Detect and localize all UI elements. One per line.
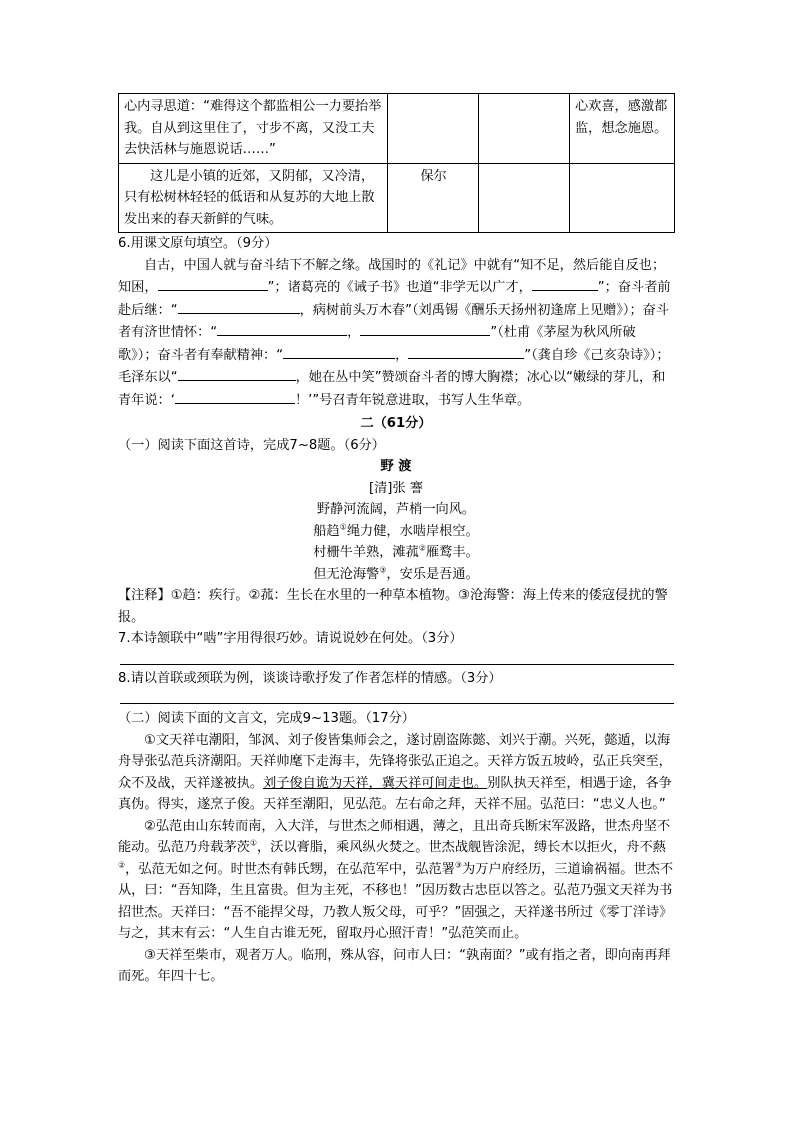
fill-blank[interactable]: [217, 321, 347, 336]
poem-line: 船趋①绳力健，水啮岸根空。: [313, 522, 479, 539]
poem-notes: 【注释】①趋：疾行。②菰：生长在水里的一种草本植物。③沧海警：海上传来的倭寇侵扰的警报。: [118, 588, 668, 625]
fill-blank[interactable]: [360, 321, 490, 336]
underlined-sentence: 刘子俊自诡为天祥，冀天祥可间走也。: [263, 775, 488, 791]
footnote-marker: ②: [118, 860, 126, 870]
section-heading: 二（61分）: [360, 416, 432, 431]
poem-line: 村栅牛羊熟，滩菰②雁鹜丰。: [313, 543, 479, 560]
question-6-title: 6.用课文原句填空。（9分）: [118, 236, 278, 251]
table-cell: [479, 94, 570, 164]
table-cell: 保尔: [388, 163, 479, 233]
fill-blank[interactable]: [408, 344, 524, 359]
fill-blank[interactable]: [175, 389, 295, 404]
table-cell: [570, 163, 675, 233]
table-row: [119, 163, 675, 233]
fill-blank[interactable]: [178, 299, 300, 314]
classical-intro: （二）阅读下面的文言文，完成9~13题。（17分）: [118, 711, 415, 726]
classical-paragraph-2: ②弘范由山东转而南，入大洋，与世杰之师相遇，薄之，且出奇兵断宋军汲路，世杰舟坚不能动。弘范乃舟载茅茨①，沃以膏脂，乘风纵火焚之。世杰战舰皆涂泥，缚长木以拒火，舟不爇②，弘范无如之何。时世杰有韩氏甥，在弘范军中，弘范署③为万户府经历，三道谕祸福。世杰不从，曰：“吾知降，生且富贵。但为主死，不移也！”因历数古忠臣以答之。弘范乃强文天祥为书招世杰。天祥曰：“吾不能捍父母，乃教人叛父母，可乎？”固强之，天祥遂书所过《零丁洋诗》与之，其末有云：“人生自古谁无死，留取丹心照汗青！”弘范笑而止。: [118, 818, 674, 941]
footnote-marker: ③: [379, 565, 387, 575]
poem-line: 但无沧海警③，安乐是吾通。: [313, 565, 479, 582]
fill-blank[interactable]: [532, 276, 598, 291]
poem-author: [清]张 謇: [368, 480, 424, 496]
footnote-marker: ③: [454, 860, 463, 870]
table-cell: 这儿是小镇的近郊，又阴郁，又冷清，只有松树林轻轻的低语和从复苏的大地上散发出来的春天新鲜的气味。: [119, 163, 388, 233]
poem: [118, 456, 674, 585]
table-cell: 心欢喜，感激都监，想念施恩。: [570, 94, 675, 164]
classical-paragraph-3: ③天祥至柴市，观者万人。临刑，殊从容，问市人曰：“孰南面？”或有指之者，即向南再拜而死。年四十七。: [118, 947, 671, 984]
fill-blank[interactable]: [178, 366, 296, 381]
poem-line: 野静河流阔，芦梢一向风。: [316, 502, 476, 517]
poem-intro: （一）阅读下面这首诗，完成7~8题。（6分）: [118, 437, 385, 453]
table-row: [119, 94, 675, 164]
footnote-marker: ②: [418, 543, 426, 553]
answer-line[interactable]: [120, 689, 674, 704]
footnote-marker: ①: [249, 838, 258, 848]
table-cell: 心内寻思道：“难得这个都监相公一力要抬举我。自从到这里住了，寸步不离，又没工夫去快活林与施恩说话……”: [119, 94, 388, 164]
footnote-marker: ①: [339, 522, 347, 532]
classical-paragraph-1: ①文天祥屯潮阳，邹沨、刘子俊皆集师会之，遂讨剧盗陈懿、刘兴于潮。兴死，懿遁，以海舟导张弘范兵济潮阳。天祥帅麾下走海丰，先锋将张弘正追之。天祥方饭五坡岭，弘正兵突至，众不及战，天祥遂被执。刘子俊自诡为天祥，冀天祥可间走也。别队执天祥至，相遇于途，各争真伪。得实，遂烹子俊。天祥至潮阳，见弘范。左右命之拜，天祥不屈。弘范曰：“忠义人也。”: [118, 732, 672, 812]
answer-line[interactable]: [120, 650, 674, 665]
question-8: 8.请以首联或颈联为例，谈谈诗歌抒发了作者怎样的情感。（3分）: [118, 670, 502, 686]
fill-blank[interactable]: [283, 344, 395, 359]
fill-blank[interactable]: [158, 276, 268, 291]
table-cell: [388, 94, 479, 164]
table-cell: [479, 163, 570, 233]
page: [118, 93, 674, 988]
question-6-body: 自古，中国人就与奋斗结下不解之缘。战国时的《礼记》中就有“知不足，然后能自反也；知困， ”；诸葛亮的《诫子书》也道“非学无以广才， ”；奋斗者前赴后继：“ ，病树前头万木春”（刘禹锡《酬乐天扬州初逢席上见赠》）；奋斗者有济世情怀：“ ， ”（杜甫《茅屋为秋风所破歌》）；奋斗者有奉献精神：“ ， ”（龚自珍《己亥杂诗》）；毛泽东以“ ，她在丛中笑”赞颂奋斗者的博大胸襟；冰心以“嫩绿的芽儿，和青年说：‘ ！’”号召青年锐意进取，书写人生华章。: [118, 257, 671, 408]
poem-title: 野 渡: [380, 459, 412, 474]
answer-table: [118, 93, 675, 233]
question-7: 7.本诗颔联中“啮”字用得很巧妙。请说说妙在何处。（3分）: [118, 631, 463, 646]
